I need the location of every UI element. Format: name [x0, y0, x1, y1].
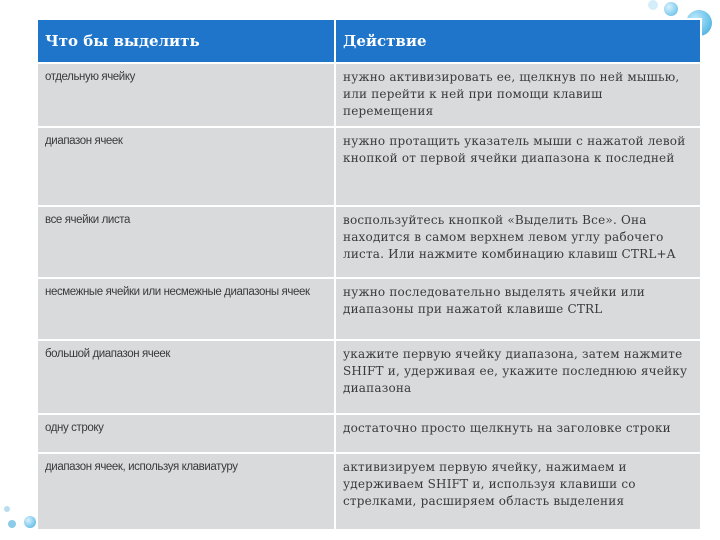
header-what: Что бы выделить — [37, 19, 335, 63]
table-row — [37, 453, 701, 530]
cell-what: большой диапазон ячеек — [37, 340, 335, 414]
decorative-bubble-medium — [664, 2, 678, 16]
cell-what: одну строку — [37, 414, 335, 453]
cell-action: воспользуйтесь кнопкой «Выделить Все». Она находится в самом верхнем левом углу рабочего листа. Или нажмите комбинацию клавиш CTRL+A — [335, 206, 701, 278]
table-header-row — [37, 19, 701, 63]
header-action: Действие — [335, 19, 701, 63]
decorative-bubble-corner-tiny — [4, 506, 10, 512]
cell-what: несмежные ячейки или несмежные диапазоны ячеек — [37, 278, 335, 340]
table-row — [37, 63, 701, 127]
cell-action: укажите первую ячейку диапазона, затем нажмите SHIFT и, удерживая ее, укажите последнюю ячейку диапазона — [335, 340, 701, 414]
cell-action: нужно последовательно выделять ячейки или диапазоны при нажатой клавише CTRL — [335, 278, 701, 340]
table-row — [37, 278, 701, 340]
table-row — [37, 206, 701, 278]
selection-table — [36, 18, 702, 531]
cell-action: нужно активизировать ее, щелкнув по ней мышью, или перейти к ней при помощи клавиш перемещения — [335, 63, 701, 127]
cell-what: отдельную ячейку — [37, 63, 335, 127]
cell-action: достаточно просто щелкнуть на заголовке строки — [335, 414, 701, 453]
cell-what: диапазон ячеек, используя клавиатуру — [37, 453, 335, 530]
decorative-bubble-small — [648, 0, 658, 10]
table-row — [37, 127, 701, 206]
table-row — [37, 340, 701, 414]
cell-what: все ячейки листа — [37, 206, 335, 278]
cell-action: активизируем первую ячейку, нажимаем и удерживаем SHIFT и, используя клавиши со стрелками, расширяем область выделения — [335, 453, 701, 530]
cell-action: нужно протащить указатель мыши с нажатой левой кнопкой от первой ячейки диапазона к последней — [335, 127, 701, 206]
decorative-bubble-corner — [24, 516, 36, 528]
decorative-bubble-corner-small — [8, 520, 16, 528]
table-row — [37, 414, 701, 453]
cell-what: диапазон ячеек — [37, 127, 335, 206]
